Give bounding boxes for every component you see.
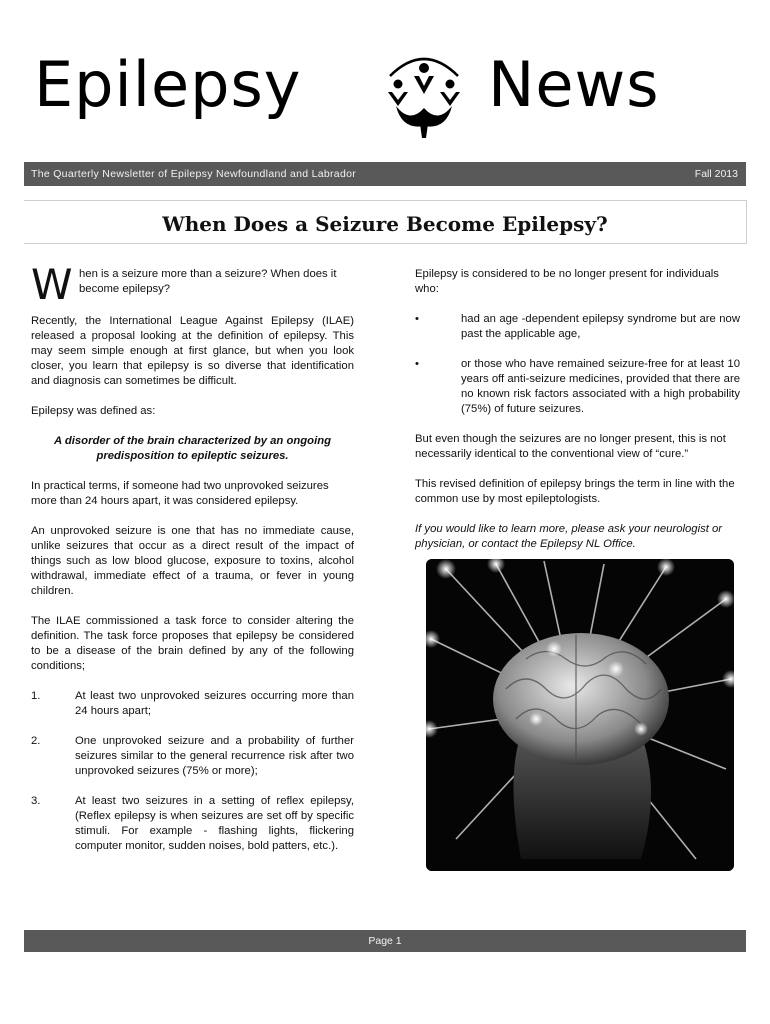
article-title: When Does a Seizure Become Epilepsy? (162, 212, 608, 236)
masthead-title-epilepsy: Epilepsy (34, 48, 302, 121)
list-item (31, 734, 354, 779)
paragraph-contact: If you would like to learn more, please ask your neurologist or physician, or contact the Epilepsy NL Office. (415, 523, 723, 550)
page-number: Page 1 (368, 935, 402, 947)
list-item-text: One unprovoked seizure and a probability of further seizures similar to the general recurrence risk after two unprovoked seizures (75% or more); (75, 735, 354, 777)
list-item-number: 1. (31, 690, 41, 702)
list-item-number: 2. (31, 735, 41, 747)
list-item (415, 357, 740, 417)
paragraph-defined-as: Epilepsy was defined as: (31, 405, 156, 417)
masthead-title-news: News (488, 48, 660, 121)
brain-illustration (426, 559, 734, 871)
masthead (0, 40, 770, 150)
paragraph-no-longer-present: Epilepsy is considered to be no longer present for individuals who: (415, 268, 719, 295)
issue-label: Fall 2013 (694, 168, 738, 180)
paragraph-unprovoked-seizure: An unprovoked seizure is one that has no immediate cause, unlike seizures that occur as a direct result of the impact of things such as low blood glucose, exposure to toxins, alcohol withdrawal, immediate effect of a trauma, or fever in young children. (31, 525, 354, 597)
article-title-box (24, 200, 747, 244)
page-footer (24, 930, 746, 952)
list-item (31, 794, 354, 854)
definition-quote: A disorder of the brain characterized by an ongoing predisposition to epileptic seizures. (53, 435, 332, 462)
paragraph-task-force: The ILAE commissioned a task force to consider altering the definition. The task force proposes that epilepsy be considered to be a disease of the brain defined by any of the following conditions; (31, 615, 354, 672)
list-item-text: At least two seizures in a setting of reflex epilepsy, (Reflex epilepsy is when seizures are set off by specific stimuli. For example - flashing lights, flickering computer monitor, sudden noises, bold patters, etc.). (75, 795, 354, 852)
list-item-number: 3. (31, 795, 41, 807)
bullet-mark: • (415, 358, 419, 370)
paragraph-cure: But even though the seizures are no longer present, this is not necessarily identical to the conventional view of “cure.” (415, 433, 726, 460)
paragraph-ilae-proposal: Recently, the International League Against Epilepsy (ILAE) released a proposal looking at the definition of epilepsy. This may seem simple enough at first glance, but when you look closer, you learn that epilepsy is so diverse that identification and diagnosis can sometimes be difficult. (31, 315, 354, 387)
list-item (415, 312, 740, 342)
bullet-mark: • (415, 313, 419, 325)
newsletter-subtitle: The Quarterly Newsletter of Epilepsy Newfoundland and Labrador (31, 168, 357, 180)
paragraph-practical-terms: In practical terms, if someone had two unprovoked seizures more than 24 hours apart, it was considered epilepsy. (31, 480, 329, 507)
dropcap-letter: W (31, 260, 73, 309)
intro-text: hen is a seizure more than a seizure? When does it become epilepsy? (79, 268, 337, 295)
list-item-text: At least two unprovoked seizures occurring more than 24 hours apart; (75, 690, 354, 717)
list-item (31, 689, 354, 719)
epilepsy-nl-logo-icon (376, 46, 472, 142)
bullet-text: or those who have remained seizure-free for at least 10 years off anti-seizure medicines, provided that there are no known risk factors associated with a high probability (75%) of future seizures. (461, 358, 740, 415)
right-column (415, 267, 740, 552)
newsletter-banner (24, 162, 746, 186)
left-column (31, 260, 354, 854)
paragraph-revised-definition: This revised definition of epilepsy brings the term in line with the common use by most epileptologists. (415, 478, 735, 505)
intro-paragraph (31, 260, 354, 309)
bullet-text: had an age -dependent epilepsy syndrome but are now past the applicable age, (461, 313, 740, 340)
